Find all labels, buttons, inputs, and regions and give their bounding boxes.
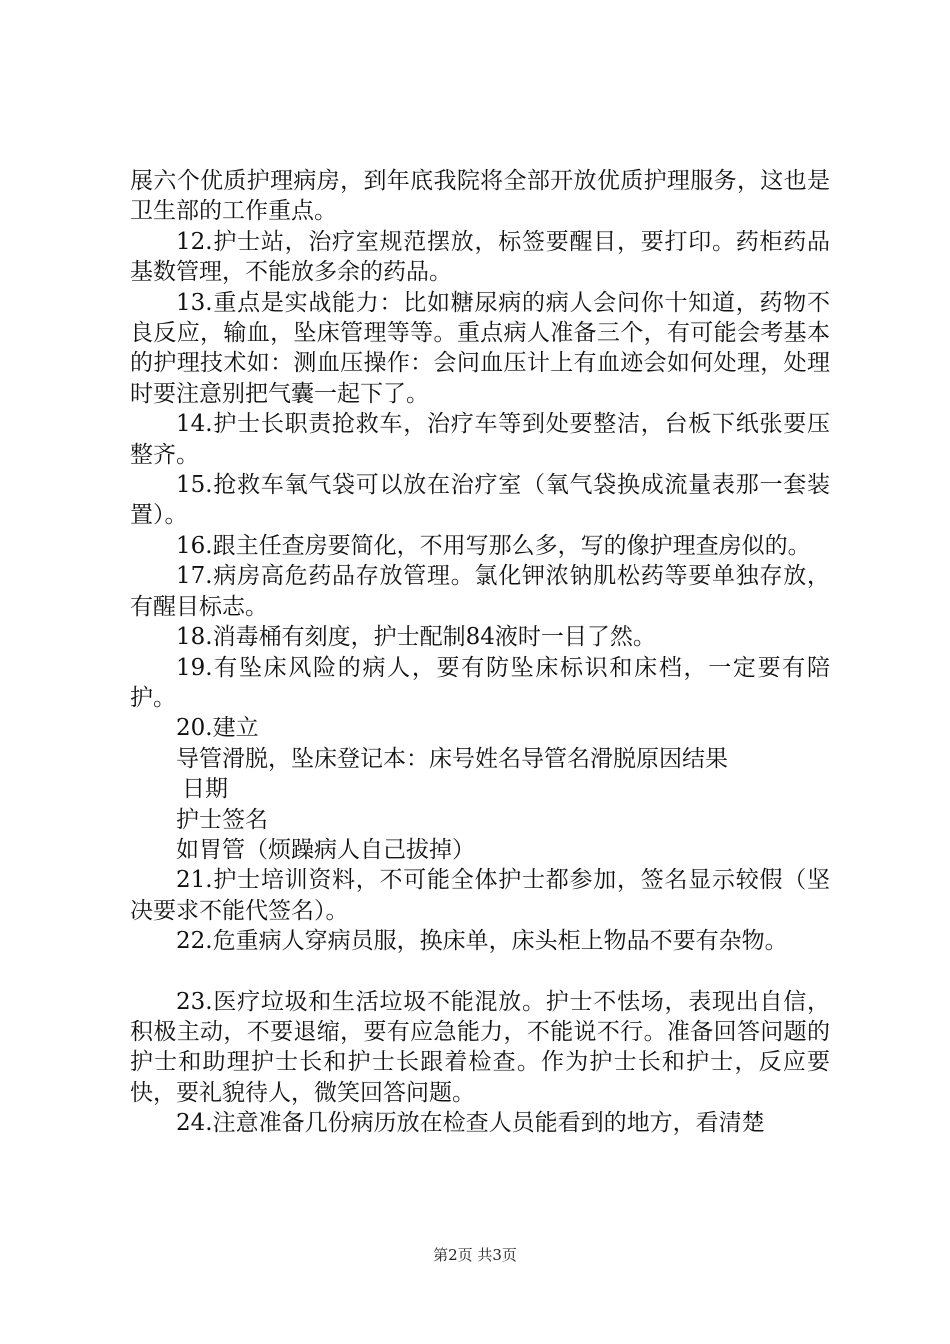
paragraph-item-19: 19.有坠床风险的病人，要有防坠床标识和床档，一定要有陪护。 [130,654,830,711]
register-line-example: 如胃管（烦躁病人自己拔掉） [176,836,475,863]
register-line-date: 日期 [182,776,228,803]
paragraph-item-15: 15.抢救车氧气袋可以放在治疗室（氧气袋换成流量表那一套装置）。 [130,472,830,529]
paragraph-item-20: 20.建立 [176,715,259,742]
paragraph-item-17: 17.病房高危药品存放管理。氯化钾浓钠肌松药等要单独存放，有醒目标志。 [130,563,830,620]
paragraph-item-12: 12.护士站，治疗室规范摆放，标签要醒目，要打印。药柜药品基数管理，不能放多余的药品。 [130,228,830,286]
paragraph-item-16: 16.跟主任查房要简化，不用写那么多，写的像护理查房似的。 [176,532,811,559]
document-body [130,166,830,1139]
paragraph-item-21: 21.护士培训资料，不可能全体护士都参加，签名显示较假（坚决要求不能代签名）。 [130,867,830,924]
blank-line [130,957,830,987]
paragraph-item-23: 23.医疗垃圾和生活垃圾不能混放。护士不怯场，表现出自信，积极主动，不要退缩，要有应急能力，不能说不行。准备回答问题的护士和助理护士长和护士长跟着检查。作为护士长和护士，反应要快，要礼貌待人，微笑回答问题。 [130,988,830,1106]
paragraph-item-14: 14.护士长职责抢救车，治疗车等到处要整洁，台板下纸张要压整齐。 [130,411,830,468]
paragraph-item-22: 22.危重病人穿病员服，换床单，床头柜上物品不要有杂物。 [176,928,788,955]
page-number-footer: 第2页 共3页 [433,1246,517,1264]
paragraph-item-13: 13.重点是实战能力：比如糖尿病的病人会问你十知道，药物不良反应，输血，坠床管理等等。重点病人准备三个，有可能会考基本的护理技术如：测血压操作：会问血压计上有血迹会如何处理，处理时要注意别把气囊一起下了。 [130,289,830,407]
paragraph-item-18: 18.消毒桶有刻度，护士配制84液时一目了然。 [176,624,656,651]
paragraph-item-24: 24.注意准备几份病历放在检查人员能看到的地方，看清楚 [176,1110,765,1137]
register-line-header: 导管滑脱，坠床登记本：床号姓名导管名滑脱原因结果 [176,745,728,772]
paragraph-continued: 展六个优质护理病房，到年底我院将全部开放优质护理服务，这也是卫生部的工作重点。 [130,168,830,225]
register-line-signature: 护士签名 [176,806,268,833]
